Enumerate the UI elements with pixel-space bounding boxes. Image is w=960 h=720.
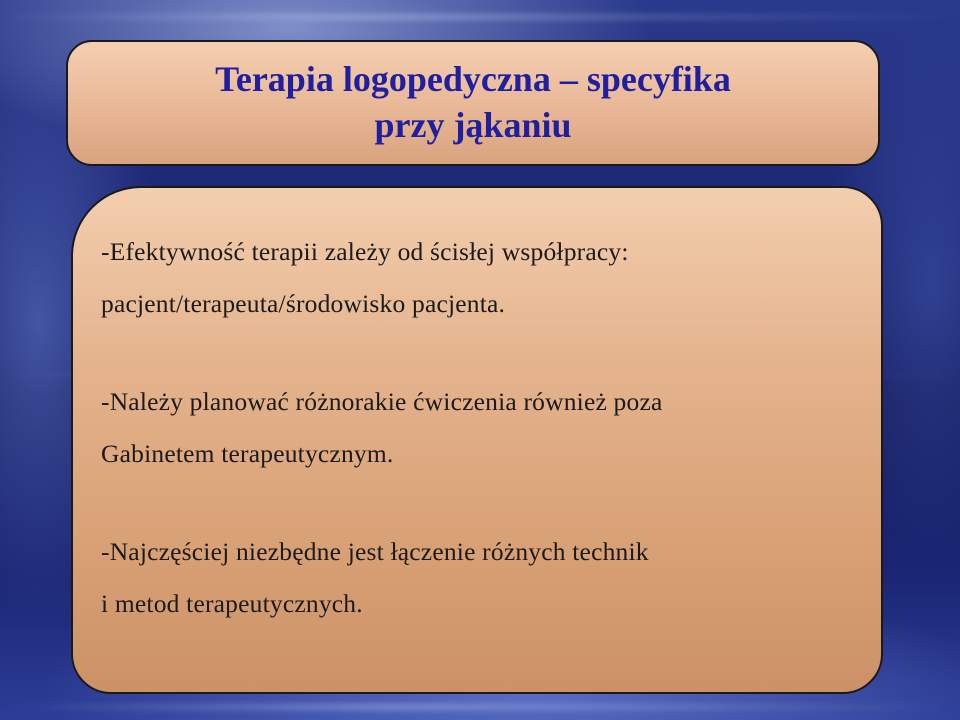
slide-title-line-1: Terapia logopedyczna – specyfika [215,59,731,99]
background-streak [0,704,960,710]
paragraph-line: -Należy planować różnorakie ćwiczenia również poza [101,387,663,416]
paragraph-techniques [101,526,881,630]
paragraph-line: i metod terapeutycznych. [101,589,363,618]
title-box [66,40,880,166]
paragraph-line: -Najczęściej niezbędne jest łączenie różnych technik [101,537,649,566]
paragraph-cooperation [101,226,881,330]
paragraph-line: -Efektywność terapii zależy od ścisłej współpracy: [101,237,629,266]
paragraph-line: Gabinetem terapeutycznym. [101,439,394,468]
paragraph-line: pacjent/terapeuta/środowisko pacjenta. [101,289,506,318]
background-streak [0,14,960,20]
slide-title-line-2: przy jąkaniu [374,105,572,145]
paragraph-exercises [101,376,881,480]
content-box [71,186,883,694]
